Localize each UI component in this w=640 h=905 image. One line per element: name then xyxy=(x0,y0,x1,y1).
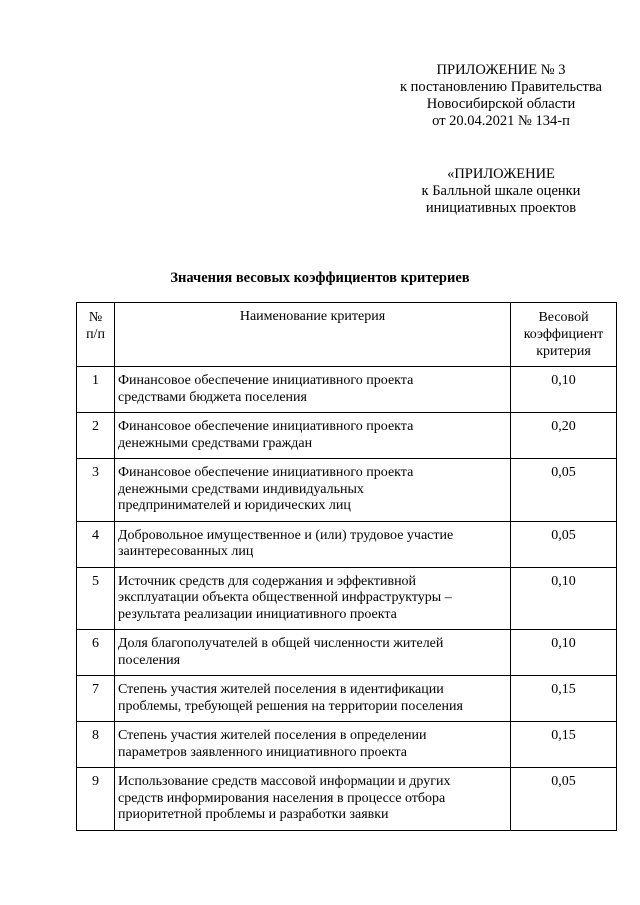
row-criterion xyxy=(115,676,511,722)
table-row xyxy=(77,630,617,676)
table-row xyxy=(77,676,617,722)
header-coef-line-2: коэффициент xyxy=(523,327,604,342)
header-number-line-1: № xyxy=(88,310,103,325)
appendix-header xyxy=(380,62,622,130)
header-coef-line-1: Весовой xyxy=(538,310,589,325)
row-criterion-line: Добровольное имущественное и (или) трудовое участие xyxy=(118,527,454,543)
row-criterion xyxy=(115,722,511,768)
row-coefficient: 0,10 xyxy=(511,367,617,413)
table-row xyxy=(77,413,617,459)
row-coefficient: 0,20 xyxy=(511,413,617,459)
row-criterion-line: приоритетной проблемы и разработки заявки xyxy=(118,807,389,822)
row-criterion-line: средств информирования населения в процессе отбора xyxy=(118,790,446,806)
row-criterion-line: Использование средств массовой информации и других xyxy=(118,774,451,789)
document-title: Значения весовых коэффициентов критериев xyxy=(170,270,470,286)
row-number: 2 xyxy=(77,413,115,459)
row-criterion-line: средствами бюджета поселения xyxy=(118,389,307,405)
appendix-line-1: к постановлению Правительства xyxy=(400,79,602,95)
row-number: 7 xyxy=(77,676,115,722)
row-criterion-line: результата реализации инициативного проекта xyxy=(118,606,397,622)
row-coefficient: 0,15 xyxy=(511,722,617,768)
appendix-line-3: от 20.04.2021 № 134-п xyxy=(432,113,570,129)
appendix-2-line-1: к Балльной шкале оценки xyxy=(421,183,581,199)
appendix-title: ПРИЛОЖЕНИЕ № 3 xyxy=(436,62,566,78)
appendix-2-header xyxy=(380,166,622,217)
table-row xyxy=(77,459,617,522)
row-criterion-line: предпринимателей и юридических лиц xyxy=(118,498,351,513)
table-row xyxy=(77,521,617,567)
row-criterion-line: заинтересованных лиц xyxy=(118,544,254,559)
row-coefficient: 0,10 xyxy=(511,630,617,676)
row-coefficient: 0,05 xyxy=(511,768,617,831)
row-number: 4 xyxy=(77,521,115,567)
row-criterion xyxy=(115,768,511,831)
row-criterion-line: Доля благополучателей в общей численности жителей xyxy=(118,636,444,651)
row-criterion-line: денежными средствами граждан xyxy=(118,435,313,451)
row-number: 1 xyxy=(77,367,115,413)
header-number-line-2: п/п xyxy=(86,327,105,342)
row-criterion-line: Степень участия жителей поселения в определении xyxy=(118,728,427,743)
table-row xyxy=(77,367,617,413)
row-criterion xyxy=(115,630,511,676)
row-criterion-line: Финансовое обеспечение инициативного проекта xyxy=(118,373,414,388)
row-criterion-line: поселения xyxy=(118,652,181,668)
row-coefficient: 0,15 xyxy=(511,676,617,722)
row-criterion-line: денежными средствами индивидуальных xyxy=(118,481,364,497)
row-number: 5 xyxy=(77,567,115,630)
header-criterion-name: Наименование критерия xyxy=(115,303,511,367)
row-criterion-line: Источник средств для содержания и эффективной xyxy=(118,573,417,589)
header-number xyxy=(77,303,115,367)
row-criterion-line: Финансовое обеспечение инициативного проекта xyxy=(118,465,414,480)
row-criterion xyxy=(115,567,511,630)
row-criterion xyxy=(115,367,511,413)
appendix-2-title: «ПРИЛОЖЕНИЕ xyxy=(447,166,555,182)
row-number: 3 xyxy=(77,459,115,522)
row-criterion-line: параметров заявленного инициативного проекта xyxy=(118,744,407,760)
table-header-row xyxy=(77,303,617,367)
row-criterion xyxy=(115,521,511,567)
row-coefficient: 0,05 xyxy=(511,521,617,567)
row-criterion-line: Финансовое обеспечение инициативного проекта xyxy=(118,419,414,434)
table-row xyxy=(77,567,617,630)
criteria-table xyxy=(76,302,617,831)
row-number: 6 xyxy=(77,630,115,676)
appendix-line-2: Новосибирской области xyxy=(426,96,576,112)
header-coef-line-3: критерия xyxy=(536,344,591,359)
row-number: 8 xyxy=(77,722,115,768)
header-weight-coefficient xyxy=(511,303,617,367)
table-row xyxy=(77,722,617,768)
row-number: 9 xyxy=(77,768,115,831)
row-coefficient: 0,05 xyxy=(511,459,617,522)
row-coefficient: 0,10 xyxy=(511,567,617,630)
row-criterion-line: эксплуатации объекта общественной инфраструктуры – xyxy=(118,590,452,605)
row-criterion xyxy=(115,459,511,522)
table-row xyxy=(77,768,617,831)
row-criterion-line: Степень участия жителей поселения в идентификации xyxy=(118,682,444,697)
row-criterion xyxy=(115,413,511,459)
appendix-2-line-2: инициативных проектов xyxy=(425,200,577,216)
row-criterion-line: проблемы, требующей решения на территории поселения xyxy=(118,698,463,714)
